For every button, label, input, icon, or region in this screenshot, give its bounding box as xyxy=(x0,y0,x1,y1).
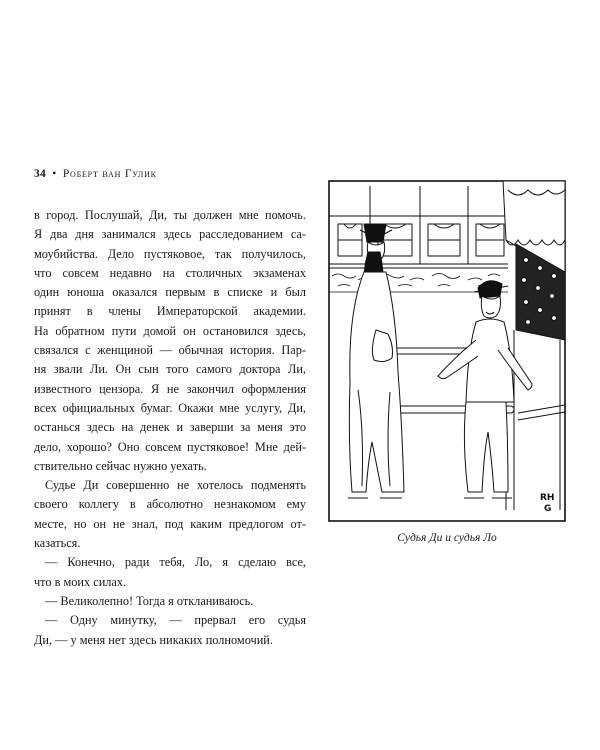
text-line: всех официальных бумаг. Окажи мне услугу, Ди, xyxy=(34,400,306,415)
text-line: ствительно сейчас нужно уехать. xyxy=(34,458,207,473)
svg-text:G: G xyxy=(544,504,552,514)
text-line: в город. Послушай, Ди, ты должен мне помочь. xyxy=(34,208,306,222)
page-number: 34 xyxy=(34,168,47,180)
text-line: моубийства. Дело пустяковое, так получилось, xyxy=(34,246,306,261)
running-head-separator: • xyxy=(52,168,57,180)
text-line: что в моих силах. xyxy=(34,574,127,589)
running-head xyxy=(34,168,157,180)
text-line: дело, хорошо? Оно совсем пустяковое! Мне дей- xyxy=(34,439,306,454)
text-line: месте, но он не знал, под каким предлогом от- xyxy=(34,516,306,531)
text-line: что совсем недавно на столичных экзаменах xyxy=(34,265,306,280)
text-line: На обратном пути домой он остановился здесь, xyxy=(34,323,306,338)
text-line: принят в члены Императорской академии. xyxy=(34,304,306,319)
text-line: один юноша оказался первым в списке и был xyxy=(34,285,306,300)
illustration-caption: Судья Ди и судья Ло xyxy=(397,532,497,544)
text-line: казаться. xyxy=(34,536,81,551)
text-line: Ди, — у меня нет здесь никаких полномочий. xyxy=(34,632,273,647)
svg-text:RH: RH xyxy=(540,493,555,503)
text-line: — Конечно, ради тебя, Ло, я сделаю все, xyxy=(45,555,306,570)
author-name: Роберт ван Гулик xyxy=(62,168,157,180)
text-line: — Одну минутку, — прервал его судья xyxy=(45,613,306,628)
body-text xyxy=(34,206,306,650)
text-line: Я два дня занимался здесь расследованием са- xyxy=(34,227,306,242)
text-line: своего коллегу в абсолютно незнакомом ему xyxy=(34,497,306,512)
text-line: известного цензора. Я не закончил оформления xyxy=(34,381,306,396)
text-line: ня звали Ли. Он сын того самого доктора Ли, xyxy=(34,362,306,377)
text-line: останься здесь на денек и заверши за меня это xyxy=(34,420,306,435)
text-line: связался с женщиной — обычная история. Пар- xyxy=(34,343,306,358)
text-line: Судье Ди совершенно не хотелось подменять xyxy=(45,478,306,493)
illustration xyxy=(328,180,566,522)
text-line: — Великолепно! Тогда я откланиваюсь. xyxy=(45,593,254,608)
